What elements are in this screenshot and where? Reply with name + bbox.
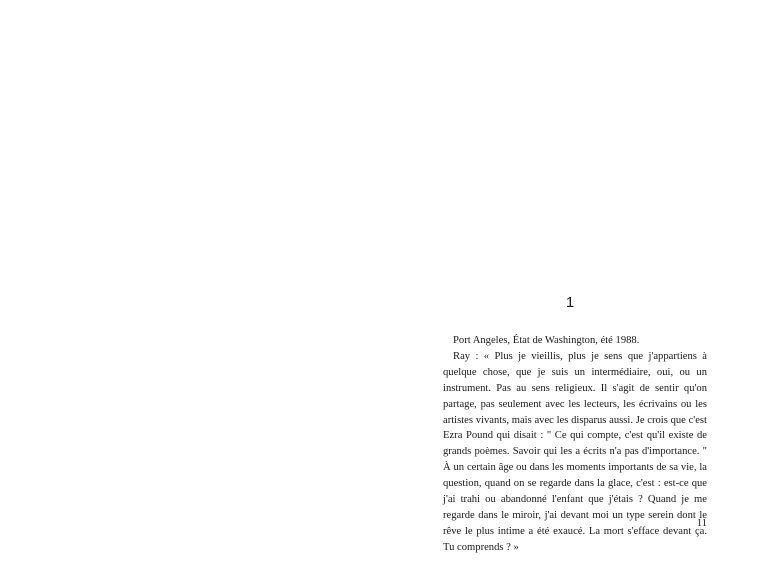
page-number: 11 [696,518,707,529]
body-text [443,333,707,556]
chapter-number: 1 [565,294,575,311]
paragraph-location: Port Angeles, État de Washington, été 1988. [453,335,640,346]
paragraph-quote: Ray : « Plus je vieillis, plus je sens que j'appartiens à quelque chose, que je suis un intermédiaire, oui, ou un instrument. Pas au sens religieux. Il s'agit de sentir qu'on partage, pas seulement avec les lecteurs, les écrivains ou les artistes vivants, mais avec les disparus aussi. Je crois que c'est Ezra Pound qui disait : " Ce qui compte, c'est qu'il existe de grands poèmes. Savoir qui les a écrits n'a pas d'importance. " À un certain âge ou dans les moments importants de sa vie, la question, quand on se regarde dans la glace, c'est : est-ce que j'ai trahi ou abandonné l'enfant que j'étais ? Quand je me regarde dans le miroir, j'ai devant moi un type serein dont le rêve le plus intime a été exaucé. La mort s'efface devant ça. Tu comprends ? » [443,350,707,553]
